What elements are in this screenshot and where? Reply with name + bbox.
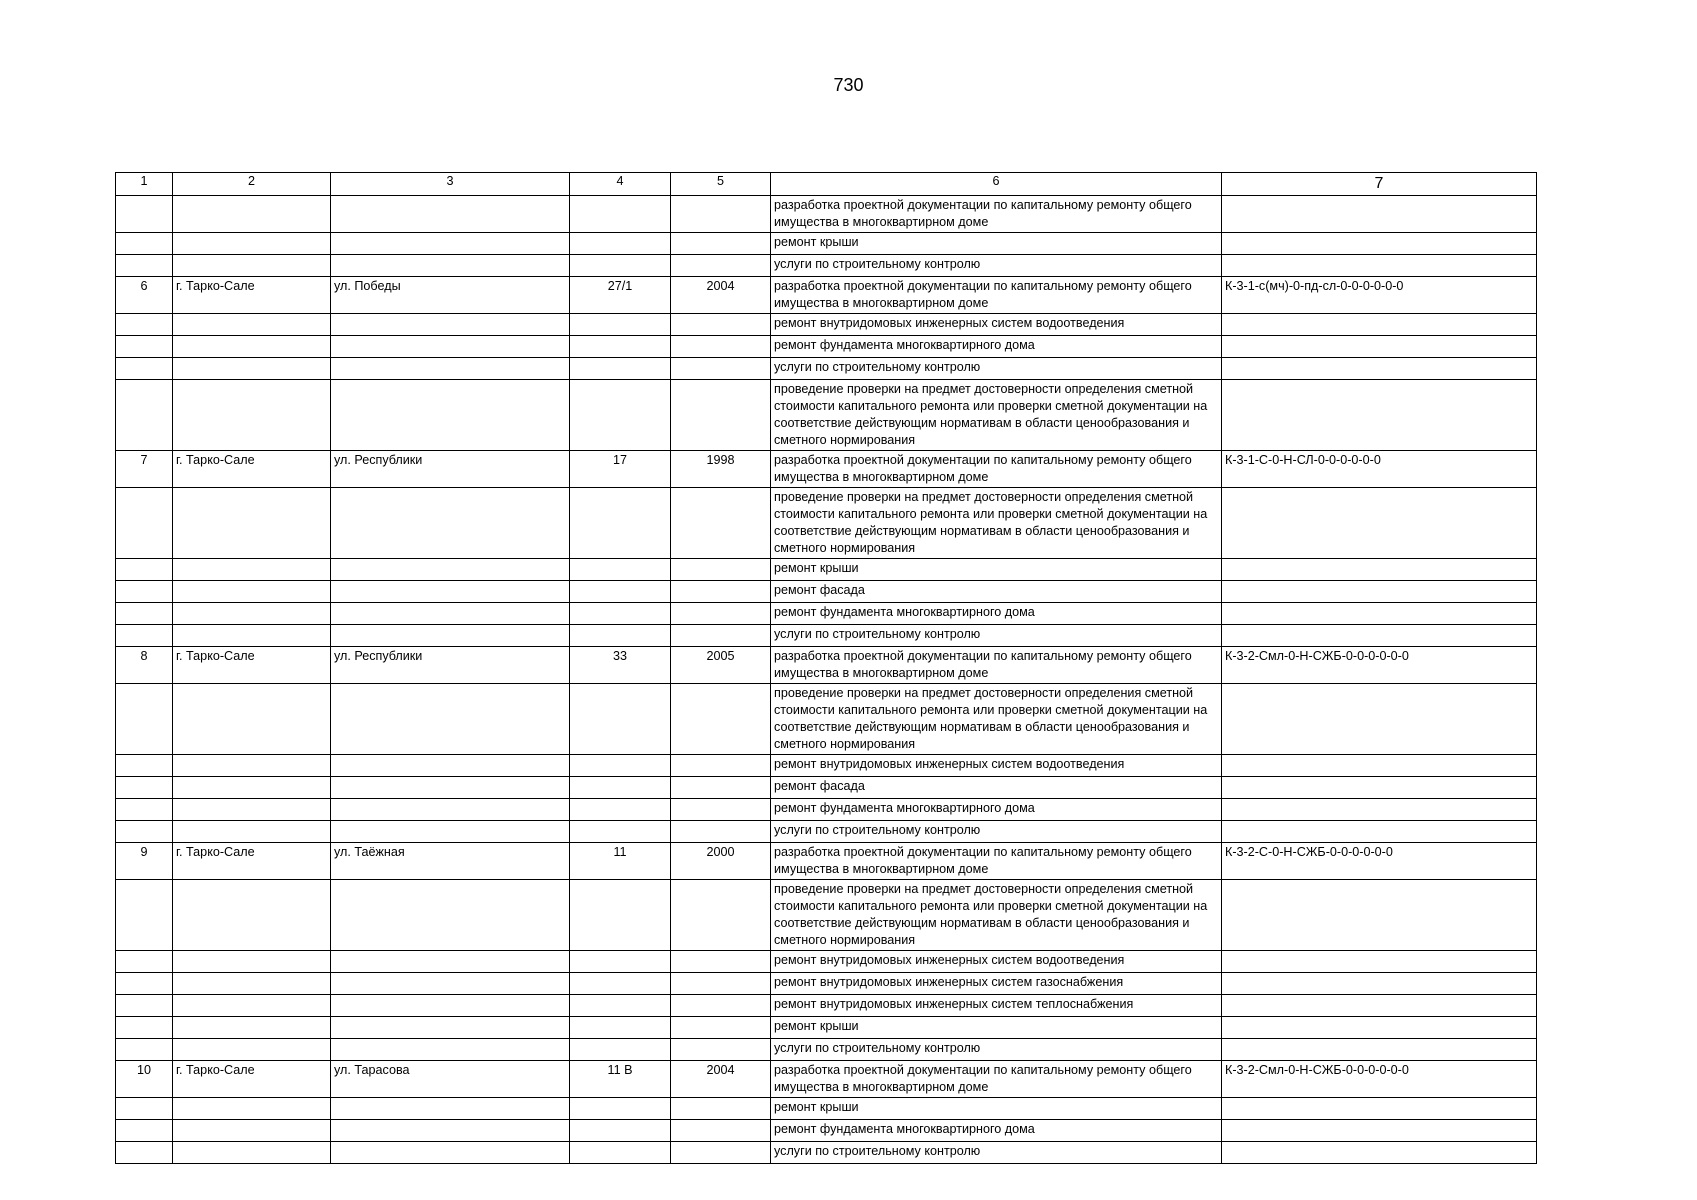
year-cell bbox=[671, 1039, 771, 1061]
year-cell bbox=[671, 1142, 771, 1164]
row-number-cell: 6 bbox=[116, 277, 173, 314]
table-row bbox=[116, 380, 1537, 451]
street-cell bbox=[331, 233, 570, 255]
code-cell bbox=[1222, 880, 1537, 951]
year-cell: 2004 bbox=[671, 277, 771, 314]
house-number-cell: 17 bbox=[570, 451, 671, 488]
table-row bbox=[116, 1017, 1537, 1039]
street-cell bbox=[331, 995, 570, 1017]
row-number-cell bbox=[116, 1039, 173, 1061]
work-type-cell: услуги по строительному контролю bbox=[771, 625, 1222, 647]
code-cell bbox=[1222, 603, 1537, 625]
city-cell bbox=[173, 603, 331, 625]
city-cell bbox=[173, 625, 331, 647]
row-number-cell bbox=[116, 358, 173, 380]
year-cell bbox=[671, 755, 771, 777]
city-cell bbox=[173, 196, 331, 233]
house-number-cell bbox=[570, 336, 671, 358]
house-number-cell bbox=[570, 196, 671, 233]
table-row bbox=[116, 233, 1537, 255]
house-number-cell bbox=[570, 755, 671, 777]
table-row bbox=[116, 277, 1537, 314]
year-cell bbox=[671, 1120, 771, 1142]
street-cell bbox=[331, 755, 570, 777]
house-number-cell: 33 bbox=[570, 647, 671, 684]
year-cell bbox=[671, 380, 771, 451]
street-cell bbox=[331, 1039, 570, 1061]
header-col-7: 7 bbox=[1222, 173, 1537, 196]
table-row bbox=[116, 581, 1537, 603]
code-cell: К-3-2-Смл-0-Н-СЖБ-0-0-0-0-0-0 bbox=[1222, 647, 1537, 684]
code-cell bbox=[1222, 995, 1537, 1017]
code-cell bbox=[1222, 488, 1537, 559]
city-cell bbox=[173, 1098, 331, 1120]
page-number: 730 bbox=[833, 75, 864, 95]
city-cell bbox=[173, 1142, 331, 1164]
table-row bbox=[116, 314, 1537, 336]
work-type-cell: ремонт фасада bbox=[771, 581, 1222, 603]
table-row bbox=[116, 951, 1537, 973]
street-cell bbox=[331, 777, 570, 799]
table-row bbox=[116, 488, 1537, 559]
code-cell bbox=[1222, 799, 1537, 821]
row-number-cell bbox=[116, 755, 173, 777]
street-cell bbox=[331, 1120, 570, 1142]
city-cell bbox=[173, 1017, 331, 1039]
work-type-cell: ремонт фундамента многоквартирного дома bbox=[771, 336, 1222, 358]
header-col-3: 3 bbox=[331, 173, 570, 196]
city-cell bbox=[173, 314, 331, 336]
street-cell bbox=[331, 1142, 570, 1164]
row-number-cell bbox=[116, 314, 173, 336]
work-type-cell: проведение проверки на предмет достоверности определения сметной стоимости капитального ремонта или проверки сметной документации на соответствие действующим нормативам в области ценообразования и сметного нормирования bbox=[771, 488, 1222, 559]
code-cell bbox=[1222, 233, 1537, 255]
street-cell bbox=[331, 951, 570, 973]
street-cell bbox=[331, 880, 570, 951]
house-number-cell bbox=[570, 559, 671, 581]
row-number-cell bbox=[116, 559, 173, 581]
house-number-cell: 11 bbox=[570, 843, 671, 880]
street-cell bbox=[331, 821, 570, 843]
house-number-cell bbox=[570, 880, 671, 951]
street-cell bbox=[331, 625, 570, 647]
street-cell: ул. Таёжная bbox=[331, 843, 570, 880]
work-type-cell: ремонт фундамента многоквартирного дома bbox=[771, 799, 1222, 821]
header-col-1: 1 bbox=[116, 173, 173, 196]
house-number-cell bbox=[570, 973, 671, 995]
city-cell bbox=[173, 755, 331, 777]
code-cell: К-3-1-С-0-Н-СЛ-0-0-0-0-0-0 bbox=[1222, 451, 1537, 488]
house-number-cell: 27/1 bbox=[570, 277, 671, 314]
code-cell bbox=[1222, 314, 1537, 336]
code-cell bbox=[1222, 255, 1537, 277]
house-number-cell bbox=[570, 821, 671, 843]
street-cell bbox=[331, 603, 570, 625]
work-type-cell: разработка проектной документации по капитальному ремонту общего имущества в многоквартирном доме bbox=[771, 277, 1222, 314]
work-type-cell: ремонт внутридомовых инженерных систем газоснабжения bbox=[771, 973, 1222, 995]
table-row bbox=[116, 821, 1537, 843]
header-col-5: 5 bbox=[671, 173, 771, 196]
work-type-cell: ремонт фундамента многоквартирного дома bbox=[771, 603, 1222, 625]
street-cell bbox=[331, 255, 570, 277]
house-number-cell bbox=[570, 777, 671, 799]
table-row bbox=[116, 647, 1537, 684]
work-type-cell: услуги по строительному контролю bbox=[771, 1039, 1222, 1061]
code-cell bbox=[1222, 559, 1537, 581]
house-number-cell bbox=[570, 233, 671, 255]
street-cell bbox=[331, 488, 570, 559]
table-row bbox=[116, 451, 1537, 488]
city-cell bbox=[173, 380, 331, 451]
table-row bbox=[116, 1061, 1537, 1098]
table-row bbox=[116, 1098, 1537, 1120]
year-cell bbox=[671, 1017, 771, 1039]
table-row bbox=[116, 603, 1537, 625]
code-cell bbox=[1222, 821, 1537, 843]
year-cell bbox=[671, 995, 771, 1017]
table-row bbox=[116, 196, 1537, 233]
city-cell bbox=[173, 973, 331, 995]
year-cell bbox=[671, 255, 771, 277]
row-number-cell bbox=[116, 196, 173, 233]
row-number-cell: 9 bbox=[116, 843, 173, 880]
year-cell bbox=[671, 233, 771, 255]
work-type-cell: ремонт крыши bbox=[771, 1098, 1222, 1120]
table-row bbox=[116, 777, 1537, 799]
year-cell bbox=[671, 880, 771, 951]
code-cell bbox=[1222, 777, 1537, 799]
table-row bbox=[116, 755, 1537, 777]
year-cell: 2005 bbox=[671, 647, 771, 684]
table-row bbox=[116, 559, 1537, 581]
street-cell bbox=[331, 1017, 570, 1039]
house-number-cell bbox=[570, 255, 671, 277]
city-cell bbox=[173, 255, 331, 277]
row-number-cell bbox=[116, 380, 173, 451]
table-row bbox=[116, 799, 1537, 821]
work-type-cell: ремонт внутридомовых инженерных систем теплоснабжения bbox=[771, 995, 1222, 1017]
code-cell bbox=[1222, 1120, 1537, 1142]
row-number-cell bbox=[116, 581, 173, 603]
header-col-2: 2 bbox=[173, 173, 331, 196]
code-cell bbox=[1222, 625, 1537, 647]
row-number-cell bbox=[116, 255, 173, 277]
work-type-cell: ремонт фасада bbox=[771, 777, 1222, 799]
code-cell bbox=[1222, 973, 1537, 995]
table-row bbox=[116, 1039, 1537, 1061]
work-type-cell: услуги по строительному контролю bbox=[771, 358, 1222, 380]
row-number-cell bbox=[116, 625, 173, 647]
code-cell bbox=[1222, 1039, 1537, 1061]
code-cell bbox=[1222, 755, 1537, 777]
row-number-cell bbox=[116, 336, 173, 358]
street-cell bbox=[331, 581, 570, 603]
table-row bbox=[116, 843, 1537, 880]
work-type-cell: разработка проектной документации по капитальному ремонту общего имущества в многоквартирном доме bbox=[771, 451, 1222, 488]
year-cell: 1998 bbox=[671, 451, 771, 488]
work-type-cell: разработка проектной документации по капитальному ремонту общего имущества в многоквартирном доме bbox=[771, 196, 1222, 233]
city-cell bbox=[173, 336, 331, 358]
work-type-cell: ремонт крыши bbox=[771, 1017, 1222, 1039]
work-type-cell: услуги по строительному контролю bbox=[771, 1142, 1222, 1164]
city-cell bbox=[173, 488, 331, 559]
house-number-cell bbox=[570, 581, 671, 603]
row-number-cell bbox=[116, 233, 173, 255]
city-cell: г. Тарко-Сале bbox=[173, 843, 331, 880]
city-cell bbox=[173, 559, 331, 581]
year-cell bbox=[671, 625, 771, 647]
work-type-cell: ремонт фундамента многоквартирного дома bbox=[771, 1120, 1222, 1142]
work-type-cell: ремонт внутридомовых инженерных систем водоотведения bbox=[771, 951, 1222, 973]
row-number-cell bbox=[116, 880, 173, 951]
year-cell bbox=[671, 799, 771, 821]
house-number-cell bbox=[570, 625, 671, 647]
house-number-cell: 11 В bbox=[570, 1061, 671, 1098]
row-number-cell bbox=[116, 951, 173, 973]
code-cell bbox=[1222, 684, 1537, 755]
city-cell: г. Тарко-Сале bbox=[173, 277, 331, 314]
work-type-cell: услуги по строительному контролю bbox=[771, 821, 1222, 843]
work-type-cell: ремонт крыши bbox=[771, 233, 1222, 255]
table-row bbox=[116, 973, 1537, 995]
year-cell bbox=[671, 196, 771, 233]
table-row bbox=[116, 336, 1537, 358]
city-cell bbox=[173, 995, 331, 1017]
house-number-cell bbox=[570, 358, 671, 380]
code-cell bbox=[1222, 1098, 1537, 1120]
house-number-cell bbox=[570, 1017, 671, 1039]
row-number-cell bbox=[116, 1120, 173, 1142]
work-type-cell: услуги по строительному контролю bbox=[771, 255, 1222, 277]
work-type-cell: проведение проверки на предмет достоверности определения сметной стоимости капитального ремонта или проверки сметной документации на соответствие действующим нормативам в области ценообразования и сметного нормирования bbox=[771, 880, 1222, 951]
city-cell: г. Тарко-Сале bbox=[173, 1061, 331, 1098]
code-cell: К-3-2-Смл-0-Н-СЖБ-0-0-0-0-0-0 bbox=[1222, 1061, 1537, 1098]
street-cell: ул. Республики bbox=[331, 647, 570, 684]
city-cell bbox=[173, 233, 331, 255]
year-cell bbox=[671, 559, 771, 581]
year-cell bbox=[671, 603, 771, 625]
year-cell: 2000 bbox=[671, 843, 771, 880]
house-number-cell bbox=[570, 603, 671, 625]
year-cell bbox=[671, 951, 771, 973]
code-cell bbox=[1222, 380, 1537, 451]
work-type-cell: ремонт крыши bbox=[771, 559, 1222, 581]
code-cell: К-3-1-с(мч)-0-пд-сл-0-0-0-0-0-0 bbox=[1222, 277, 1537, 314]
house-number-cell bbox=[570, 1120, 671, 1142]
row-number-cell bbox=[116, 799, 173, 821]
year-cell bbox=[671, 488, 771, 559]
header-row bbox=[116, 173, 1537, 196]
street-cell bbox=[331, 799, 570, 821]
row-number-cell: 10 bbox=[116, 1061, 173, 1098]
header-col-6: 6 bbox=[771, 173, 1222, 196]
work-type-cell: проведение проверки на предмет достоверности определения сметной стоимости капитального ремонта или проверки сметной документации на соответствие действующим нормативам в области ценообразования и сметного нормирования bbox=[771, 684, 1222, 755]
row-number-cell bbox=[116, 973, 173, 995]
house-number-cell bbox=[570, 488, 671, 559]
row-number-cell bbox=[116, 603, 173, 625]
year-cell bbox=[671, 358, 771, 380]
city-cell: г. Тарко-Сале bbox=[173, 647, 331, 684]
year-cell bbox=[671, 821, 771, 843]
city-cell bbox=[173, 951, 331, 973]
table-row bbox=[116, 1142, 1537, 1164]
city-cell bbox=[173, 358, 331, 380]
row-number-cell bbox=[116, 777, 173, 799]
year-cell bbox=[671, 973, 771, 995]
row-number-cell: 7 bbox=[116, 451, 173, 488]
city-cell: г. Тарко-Сале bbox=[173, 451, 331, 488]
city-cell bbox=[173, 821, 331, 843]
street-cell bbox=[331, 358, 570, 380]
city-cell bbox=[173, 880, 331, 951]
house-number-cell bbox=[570, 951, 671, 973]
code-cell bbox=[1222, 1142, 1537, 1164]
street-cell bbox=[331, 314, 570, 336]
work-type-cell: проведение проверки на предмет достоверности определения сметной стоимости капитального ремонта или проверки сметной документации на соответствие действующим нормативам в области ценообразования и сметного нормирования bbox=[771, 380, 1222, 451]
house-number-cell bbox=[570, 380, 671, 451]
code-cell: К-3-2-С-0-Н-СЖБ-0-0-0-0-0-0 bbox=[1222, 843, 1537, 880]
street-cell bbox=[331, 684, 570, 755]
table-body bbox=[116, 196, 1537, 1164]
work-type-cell: ремонт внутридомовых инженерных систем водоотведения bbox=[771, 755, 1222, 777]
code-cell bbox=[1222, 336, 1537, 358]
row-number-cell bbox=[116, 1098, 173, 1120]
street-cell bbox=[331, 336, 570, 358]
table-row bbox=[116, 625, 1537, 647]
street-cell bbox=[331, 196, 570, 233]
table-header bbox=[116, 173, 1537, 196]
table-row bbox=[116, 1120, 1537, 1142]
row-number-cell bbox=[116, 488, 173, 559]
year-cell bbox=[671, 777, 771, 799]
code-cell bbox=[1222, 581, 1537, 603]
city-cell bbox=[173, 1120, 331, 1142]
row-number-cell bbox=[116, 1017, 173, 1039]
house-number-cell bbox=[570, 314, 671, 336]
house-number-cell bbox=[570, 1098, 671, 1120]
code-cell bbox=[1222, 1017, 1537, 1039]
year-cell bbox=[671, 336, 771, 358]
house-number-cell bbox=[570, 1142, 671, 1164]
code-cell bbox=[1222, 951, 1537, 973]
street-cell bbox=[331, 380, 570, 451]
street-cell: ул. Тарасова bbox=[331, 1061, 570, 1098]
row-number-cell: 8 bbox=[116, 647, 173, 684]
row-number-cell bbox=[116, 821, 173, 843]
work-type-cell: ремонт внутридомовых инженерных систем водоотведения bbox=[771, 314, 1222, 336]
work-type-cell: разработка проектной документации по капитальному ремонту общего имущества в многоквартирном доме bbox=[771, 1061, 1222, 1098]
row-number-cell bbox=[116, 995, 173, 1017]
city-cell bbox=[173, 581, 331, 603]
house-number-cell bbox=[570, 995, 671, 1017]
year-cell: 2004 bbox=[671, 1061, 771, 1098]
city-cell bbox=[173, 799, 331, 821]
code-cell bbox=[1222, 358, 1537, 380]
table-row bbox=[116, 684, 1537, 755]
capital-repair-table bbox=[115, 172, 1537, 1164]
table-row bbox=[116, 358, 1537, 380]
street-cell: ул. Республики bbox=[331, 451, 570, 488]
year-cell bbox=[671, 314, 771, 336]
house-number-cell bbox=[570, 1039, 671, 1061]
year-cell bbox=[671, 684, 771, 755]
table-row bbox=[116, 995, 1537, 1017]
city-cell bbox=[173, 1039, 331, 1061]
house-number-cell bbox=[570, 799, 671, 821]
year-cell bbox=[671, 581, 771, 603]
work-type-cell: разработка проектной документации по капитальному ремонту общего имущества в многоквартирном доме bbox=[771, 843, 1222, 880]
street-cell: ул. Победы bbox=[331, 277, 570, 314]
code-cell bbox=[1222, 196, 1537, 233]
row-number-cell bbox=[116, 1142, 173, 1164]
city-cell bbox=[173, 684, 331, 755]
street-cell bbox=[331, 973, 570, 995]
street-cell bbox=[331, 559, 570, 581]
table-row bbox=[116, 880, 1537, 951]
row-number-cell bbox=[116, 684, 173, 755]
city-cell bbox=[173, 777, 331, 799]
street-cell bbox=[331, 1098, 570, 1120]
house-number-cell bbox=[570, 684, 671, 755]
table-row bbox=[116, 255, 1537, 277]
work-type-cell: разработка проектной документации по капитальному ремонту общего имущества в многоквартирном доме bbox=[771, 647, 1222, 684]
year-cell bbox=[671, 1098, 771, 1120]
header-col-4: 4 bbox=[570, 173, 671, 196]
